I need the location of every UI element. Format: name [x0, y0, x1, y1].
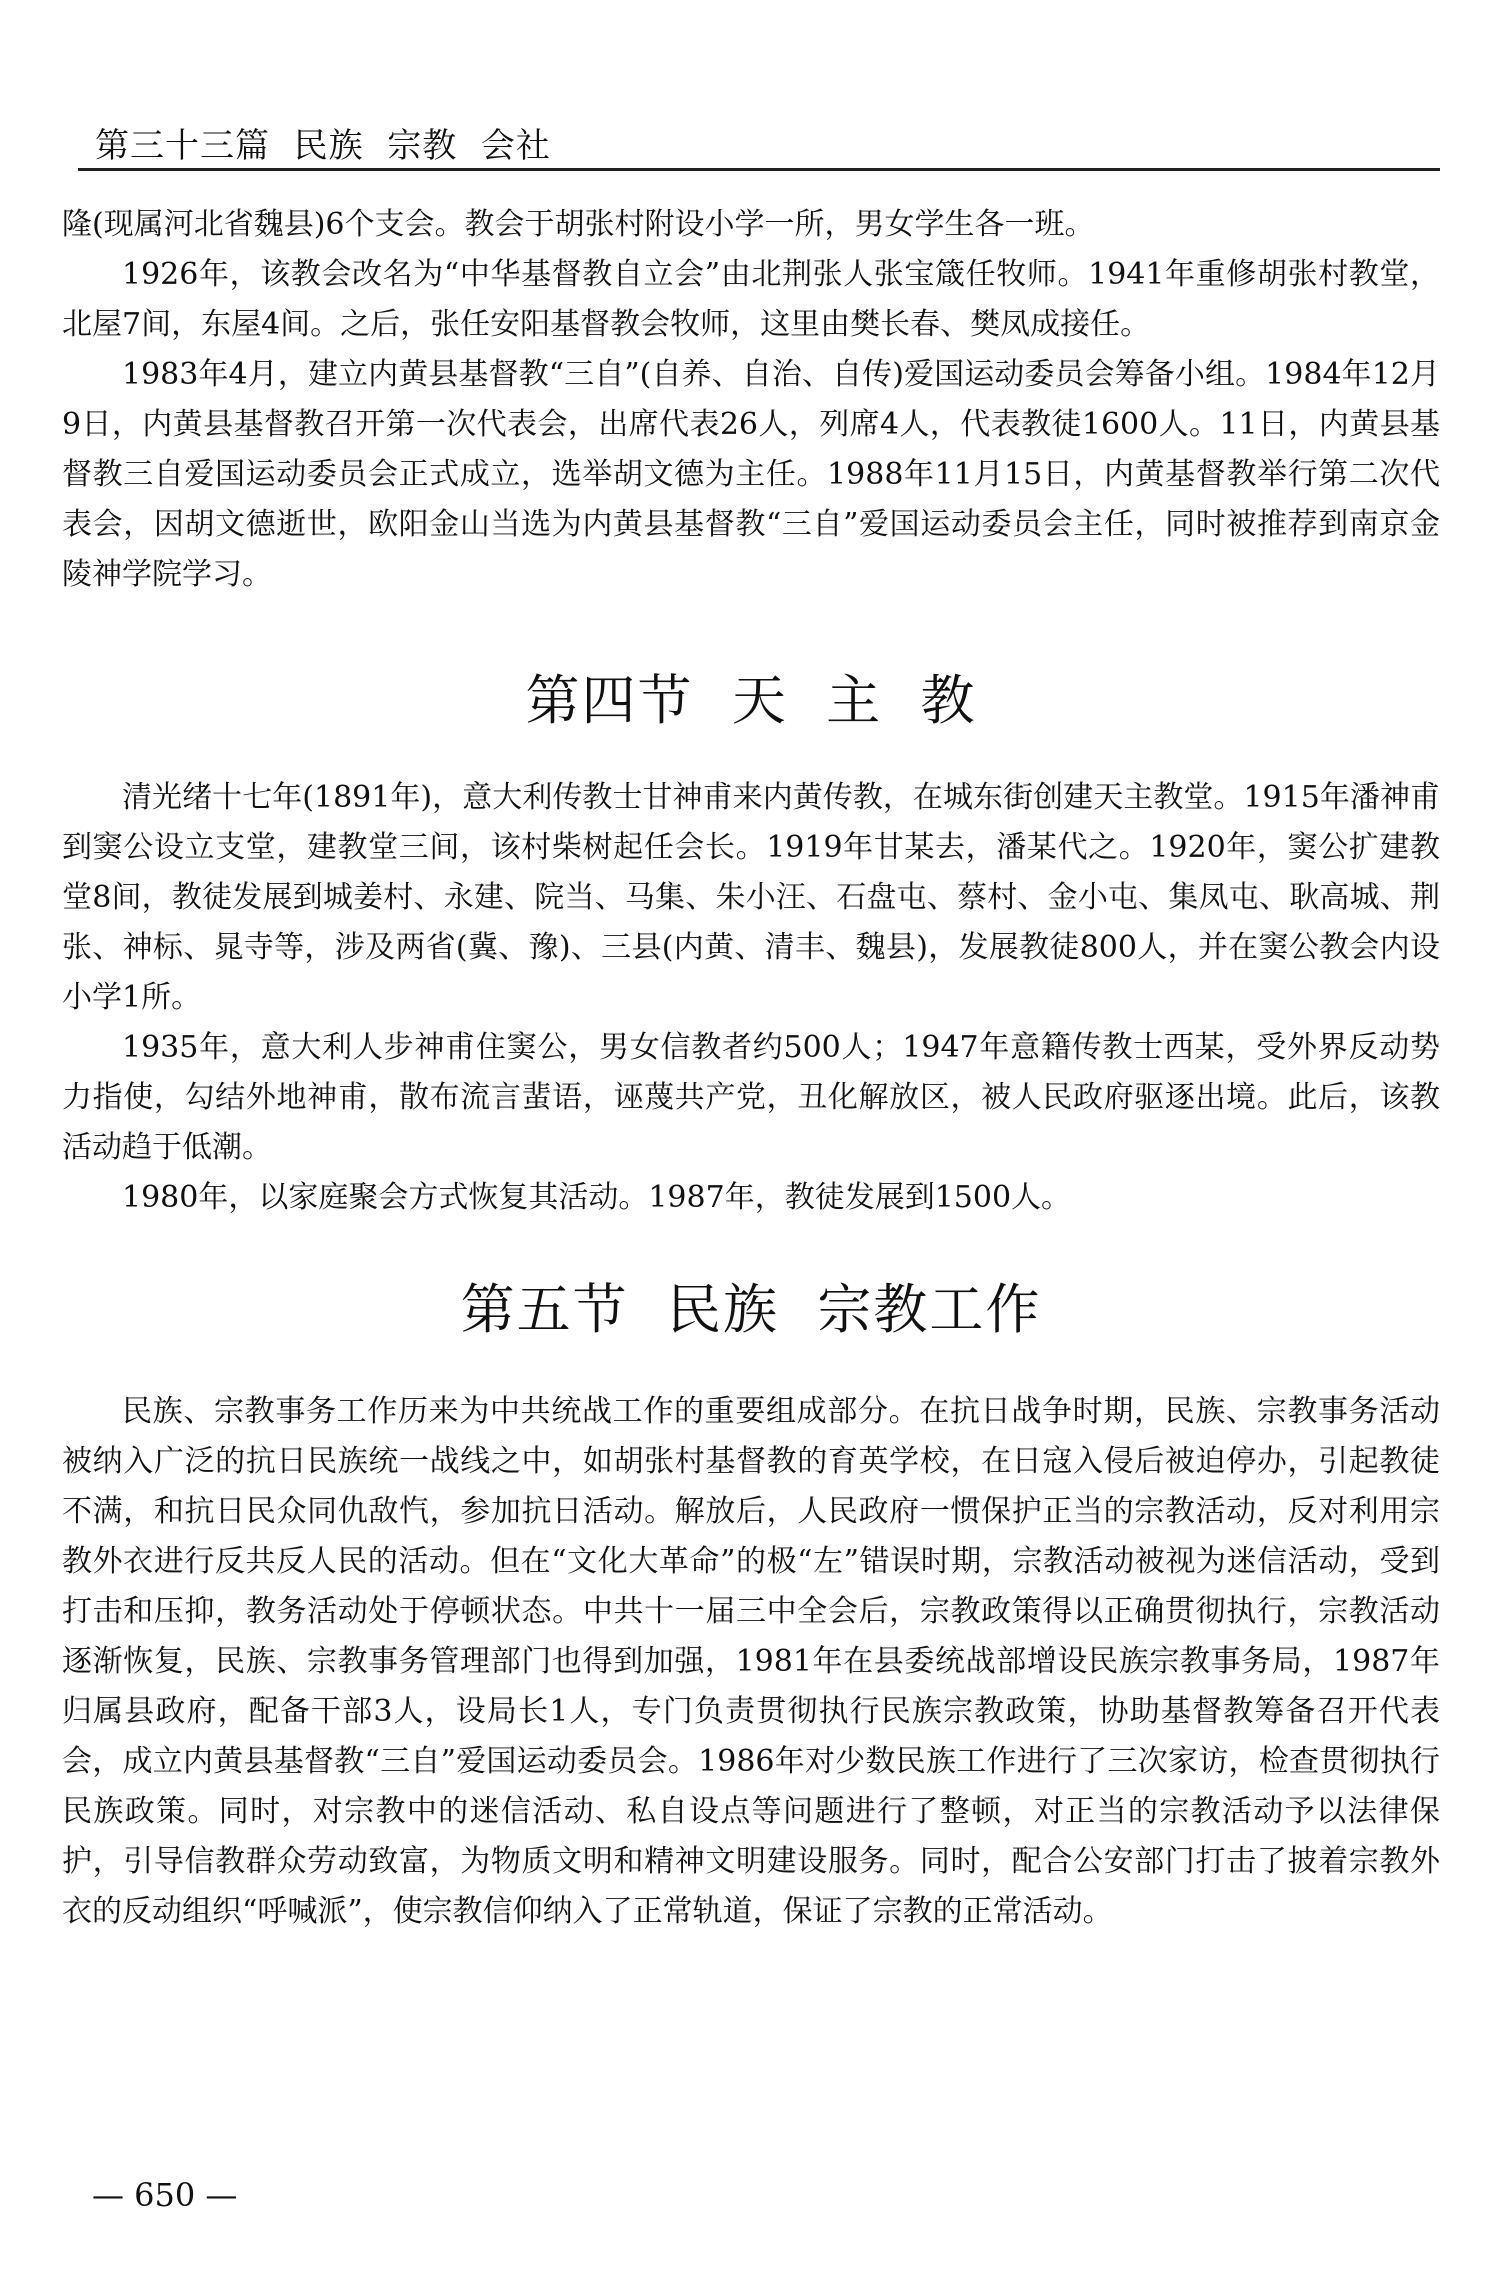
section-heading-catholic: 第四节 天 主 教	[525, 669, 977, 732]
header-rule	[78, 168, 1440, 171]
running-head: 第三十三篇 民族 宗教 会社	[95, 126, 551, 166]
paragraph: 1926年，该教会改名为“中华基督教自立会”由北荆张人张宝箴任牧师。1941年重修胡张村教堂，北屋7间，东屋4间。之后，张任安阳基督教会牧师，这里由樊长春、樊凤成接任。	[62, 257, 1440, 342]
paragraph: 1980年，以家庭聚会方式恢复其活动。1987年，教徒发展到1500人。	[122, 1180, 1072, 1215]
paragraph: 隆(现属河北省魏县)6个支会。教会于胡张村附设小学一所，男女学生各一班。	[62, 207, 1095, 242]
catholic-section-body	[62, 773, 1440, 1223]
page-number: — 650 —	[92, 2176, 238, 2214]
paragraph: 1935年，意大利人步神甫住窦公，男女信教者约500人；1947年意籍传教士西某，受外界反动势力指使，勾结外地神甫，散布流言蜚语，诬蔑共产党，丑化解放区，被人民政府驱逐出境。此后，该教活动趋于低潮。	[62, 1030, 1440, 1165]
ethnic-religious-work-body	[62, 1387, 1440, 1937]
paragraph: 清光绪十七年(1891年)，意大利传教士甘神甫来内黄传教，在城东街创建天主教堂。1915年潘神甫到窦公设立支堂，建教堂三间，该村柴树起任会长。1919年甘某去，潘某代之。1920年，窦公扩建教堂8间，教徒发展到城姜村、永建、院当、马集、朱小汪、石盘屯、蔡村、金小屯、集凤屯、耿高城、荆张、神标、晁寺等，涉及两省(冀、豫)、三县(内黄、清丰、魏县)，发展教徒800人，并在窦公教会内设小学1所。	[62, 780, 1440, 1015]
protestant-continued-section	[62, 200, 1440, 600]
section-heading-ethnic-religious-work: 第五节 民族 宗教工作	[460, 1278, 1042, 1341]
paragraph: 民族、宗教事务工作历来为中共统战工作的重要组成部分。在抗日战争时期，民族、宗教事务活动被纳入广泛的抗日民族统一战线之中，如胡张村基督教的育英学校，在日寇入侵后被迫停办，引起教徒不满，和抗日民众同仇敌忾，参加抗日活动。解放后，人民政府一惯保护正当的宗教活动，反对利用宗教外衣进行反共反人民的活动。但在“文化大革命”的极“左”错误时期，宗教活动被视为迷信活动，受到打击和压抑，教务活动处于停顿状态。中共十一届三中全会后，宗教政策得以正确贯彻执行，宗教活动逐渐恢复，民族、宗教事务管理部门也得到加强，1981年在县委统战部增设民族宗教事务局，1987年归属县政府，配备干部3人，设局长1人，专门负责贯彻执行民族宗教政策，协助基督教筹备召开代表会，成立内黄县基督教“三自”爱国运动委员会。1986年对少数民族工作进行了三次家访，检查贯彻执行民族政策。同时，对宗教中的迷信活动、私自设点等问题进行了整顿，对正当的宗教活动予以法律保护，引导信教群众劳动致富，为物质文明和精神文明建设服务。同时，配合公安部门打击了披着宗教外衣的反动组织“呼喊派”，使宗教信仰纳入了正常轨道，保证了宗教的正常活动。	[62, 1394, 1440, 1929]
paragraph: 1983年4月，建立内黄县基督教“三自”(自养、自治、自传)爱国运动委员会筹备小组。1984年12月9日，内黄县基督教召开第一次代表会，出席代表26人，列席4人，代表教徒1600人。11日，内黄县基督教三自爱国运动委员会正式成立，选举胡文德为主任。1988年11月15日，内黄基督教举行第二次代表会，因胡文德逝世，欧阳金山当选为内黄县基督教“三自”爱国运动委员会主任，同时被推荐到南京金陵神学院学习。	[62, 357, 1440, 592]
